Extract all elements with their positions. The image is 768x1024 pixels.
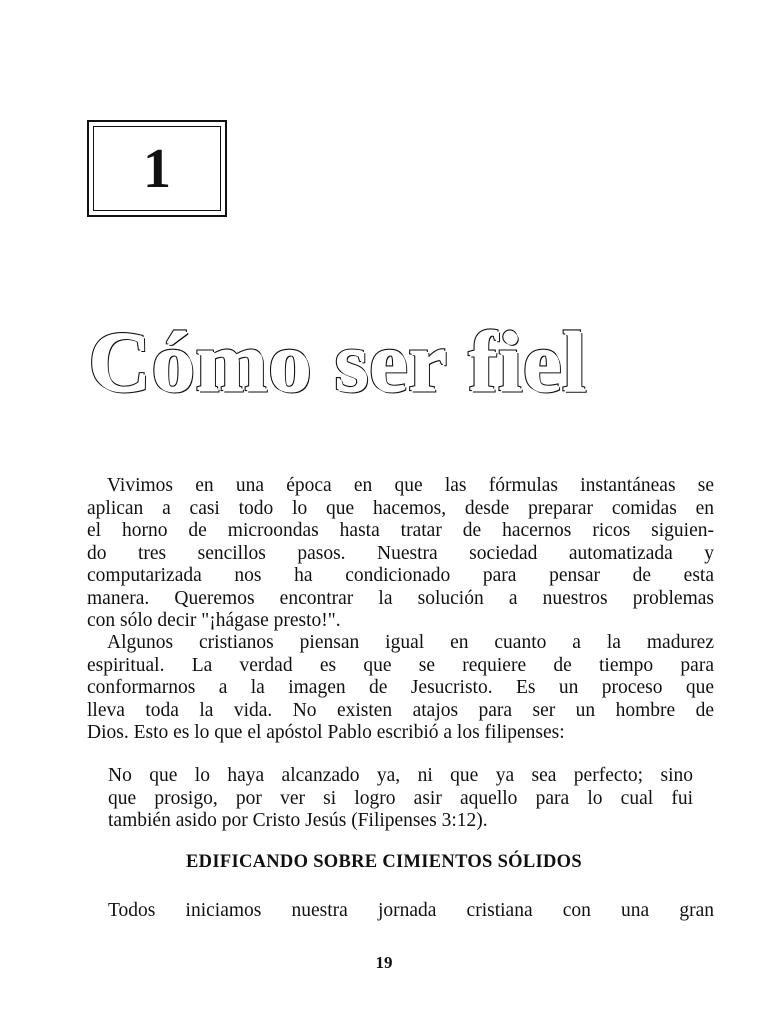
quote-line: que prosigo, por ver si logro asir aquello para lo cual fui xyxy=(108,787,693,809)
section-heading: EDIFICANDO SOBRE CIMIENTOS SÓLIDOS xyxy=(186,852,582,872)
paragraph-line: Dios. Esto es lo que el apóstol Pablo escribió a los filipenses: xyxy=(87,722,565,743)
paragraph-3 xyxy=(108,900,714,923)
quote-line: también asido por Cristo Jesús (Filipenses 3:12). xyxy=(108,810,488,831)
chapter-title: Cómo ser fiel xyxy=(88,313,587,409)
paragraph-line: Algunos cristianos piensan igual en cuanto a la madurez xyxy=(107,632,714,653)
paragraph-2 xyxy=(87,632,714,745)
paragraph-line: do tres sencillos pasos. Nuestra sociedad automatizada y xyxy=(87,542,714,564)
paragraph-1 xyxy=(87,475,714,633)
paragraph-line: el horno de microondas hasta tratar de hacernos ricos siguien- xyxy=(87,520,714,541)
paragraph-line: espiritual. La verdad es que se requiere de tiempo para xyxy=(87,654,714,676)
paragraph-line: computarizada nos ha condicionado para pensar de esta xyxy=(87,565,714,586)
chapter-number-box xyxy=(87,120,227,217)
block-quote xyxy=(108,765,693,833)
paragraph-line: Todos iniciamos nuestra jornada cristiana con una gran xyxy=(108,900,714,921)
paragraph-line: Vivimos en una época en que las fórmulas instantáneas se xyxy=(107,475,714,496)
paragraph-line: con sólo decir "¡hágase presto!". xyxy=(87,610,341,631)
paragraph-line: lleva toda la vida. No existen atajos para ser un hombre de xyxy=(87,699,714,721)
chapter-number-box-inner xyxy=(93,126,221,211)
paragraph-line: conformarnos a la imagen de Jesucristo. Es un proceso que xyxy=(87,677,714,698)
page-number: 19 xyxy=(375,953,393,972)
quote-line: No que lo haya alcanzado ya, ni que ya sea perfecto; sino xyxy=(108,765,693,786)
chapter-number: 1 xyxy=(143,137,171,200)
paragraph-line: aplican a casi todo lo que hacemos, desde preparar comidas en xyxy=(87,497,714,519)
paragraph-line: manera. Queremos encontrar la solución a nuestros problemas xyxy=(87,587,714,609)
